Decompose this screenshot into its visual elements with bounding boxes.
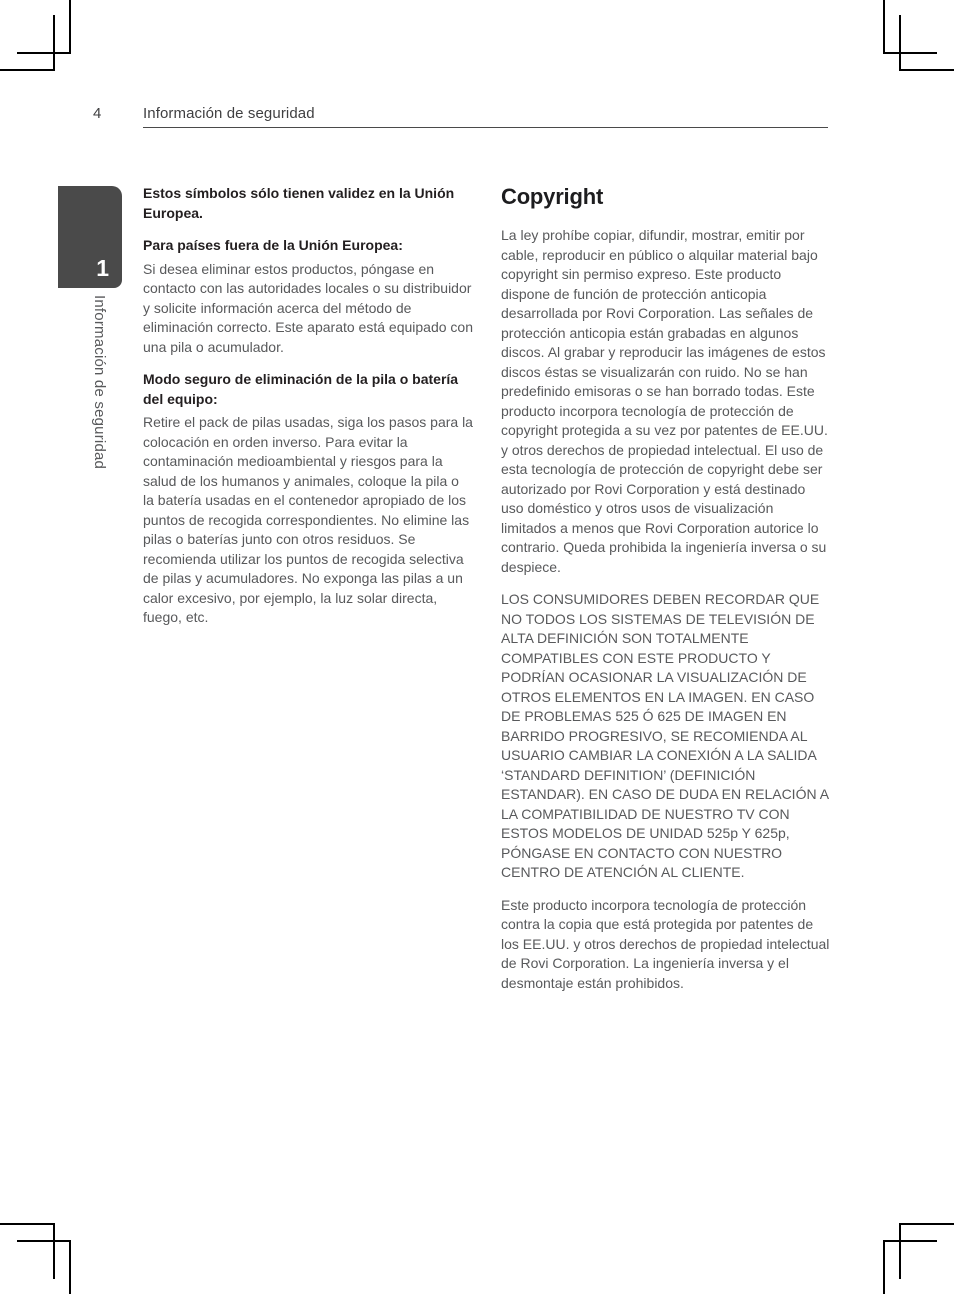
heading-outside-eu: Para países fuera de la Unión Europea: [143,237,403,253]
paragraph-outside-eu: Si desea eliminar estos productos, póngase en contacto con las autoridades locales o su distribuidor y solicite información acerca del método de eliminación correcto. Este aparato está equipado con una pila o acumulador. [143,260,473,355]
chapter-tab-vertical-label: Información de seguridad [91,295,108,470]
chapter-tab [58,186,122,288]
crop-mark-top-right-inner [899,15,954,71]
header-rule [143,127,828,128]
paragraph-consumers-notice: LOS CONSUMIDORES DEBEN RECORDAR QUE NO TODOS LOS SISTEMAS DE TELEVISIÓN DE ALTA DEFINICIÓN SON TOTALMENTE COMPATIBLES CON ESTE PRODUCTO Y PODRÍAN OCASIONAR LA VISUALIZACIÓN DE OTROS ELEMENTOS EN LA IMAGEN. EN CASO DE PROBLEMAS 525 Ó 625 DE IMAGEN EN BARRIDO PROGRESIVO, SE RECOMIENDA AL USUARIO CAMBIAR LA CONEXIÓN A LA SALIDA ‘STANDARD DEFINITION’ (DEFINICIÓN ESTANDAR). EN CASO DE DUDA EN RELACIÓN A LA COMPATIBILIDAD DE NUESTRO TV CON ESTOS MODELOS DE UNIDAD 525p Y 625p, PÓNGASE EN CONTACTO CON NUESTRO CENTRO DE ATENCIÓN AL CLIENTE. [501,591,829,880]
crop-mark-bottom-right-inner [899,1223,954,1279]
body-columns [143,184,831,1006]
chapter-tab-number: 1 [96,255,109,281]
paragraph-symbols-validity: Estos símbolos sólo tienen validez en la Unión Europea. [143,185,455,221]
crop-mark-bottom-left-inner [0,1223,55,1279]
heading-battery-disposal: Modo seguro de eliminación de la pila o batería del equipo: [143,371,459,407]
page-number: 4 [93,105,102,122]
left-column [143,184,473,1006]
paragraph-battery-disposal: Retire el pack de pilas usadas, siga los pasos para la colocación en orden inverso. Para evitar la contaminación medioambiental y riesgos para la salud de los humanos y animales, coloque la pila o la batería usadas en el contenedor apropiado de los puntos de recogida correspondientes. No elimine las pilas o baterías junto con otros residuos. Se recomienda utilizar los puntos de recogida selectiva de pilas y acumuladores. No exponga las pilas a un calor excesivo, por ejemplo, la luz solar directa, fuego, etc. [143,414,473,625]
section-title-copyright: Copyright [501,184,604,209]
paragraph-copyright-law: La ley prohíbe copiar, difundir, mostrar, emitir por cable, reproducir en público o alquilar material bajo copyright sin permiso expreso. Este producto dispone de función de protección anticopia desarrollada por Rovi Corporation. Las señales de protección anticopia están grabadas en algunos discos. Al grabar y reproducir las imágenes de estos discos éstas se visualizarán con ruido. No se han predefinido emisoras o se han borrado todas. Este producto incorpora tecnología de protección de copyright protegida a su vez por patentes de EE.UU. y otros derechos de propiedad intelectual. El uso de esta tecnología de protección de copyright debe ser autorizado por Rovi Corporation y está destinado uso doméstico y otros usos de visualización limitados a menos que Rovi Corporation autorice lo contrario. Queda prohibida la ingeniería inversa o su despiece. [501,227,828,575]
paragraph-rovi-protection: Este producto incorpora tecnología de protección contra la copia que está protegida por patentes de los EE.UU. y otros derechos de propiedad intelectual de Rovi Corporation. La ingeniería inversa y el desmontaje están prohibidos. [501,896,830,991]
running-header-chapter: Información de seguridad [143,105,315,122]
crop-mark-top-left-inner [0,15,55,71]
right-column [501,184,831,1006]
